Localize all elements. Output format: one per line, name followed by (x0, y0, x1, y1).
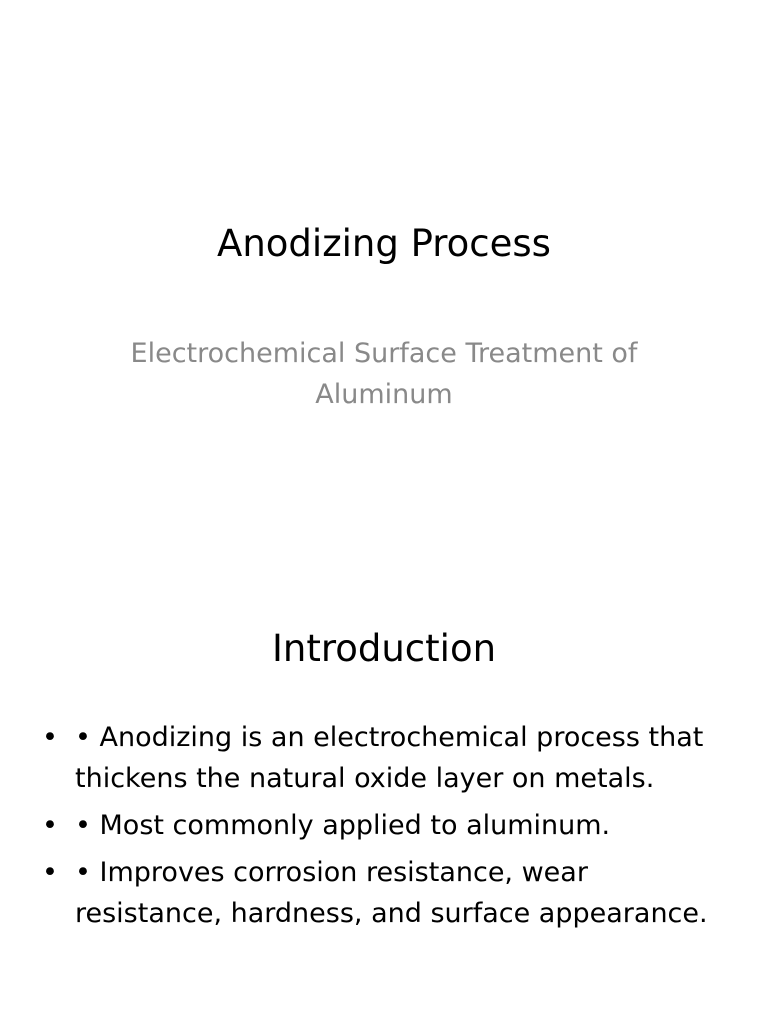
bullet-marker: • (42, 810, 58, 841)
bullet-text: • Most commonly applied to aluminum. (75, 810, 611, 841)
bullet-text: • Improves corrosion resistance, wear resistance, hardness, and surface appearance. (75, 857, 708, 929)
introduction-slide (0, 512, 768, 1024)
list-item (40, 717, 730, 799)
list-item (40, 805, 730, 846)
bullet-text: • Anodizing is an electrochemical process that thickens the natural oxide layer on metals. (75, 722, 704, 794)
section-title: Introduction (271, 627, 497, 670)
bullet-list (40, 717, 730, 940)
slide-title: Anodizing Process (217, 222, 551, 265)
bullet-marker: • (42, 857, 58, 888)
bullet-marker: • (42, 722, 58, 753)
slide-subtitle: Electrochemical Surface Treatment of Aluminum (130, 338, 638, 410)
list-item (40, 852, 730, 934)
